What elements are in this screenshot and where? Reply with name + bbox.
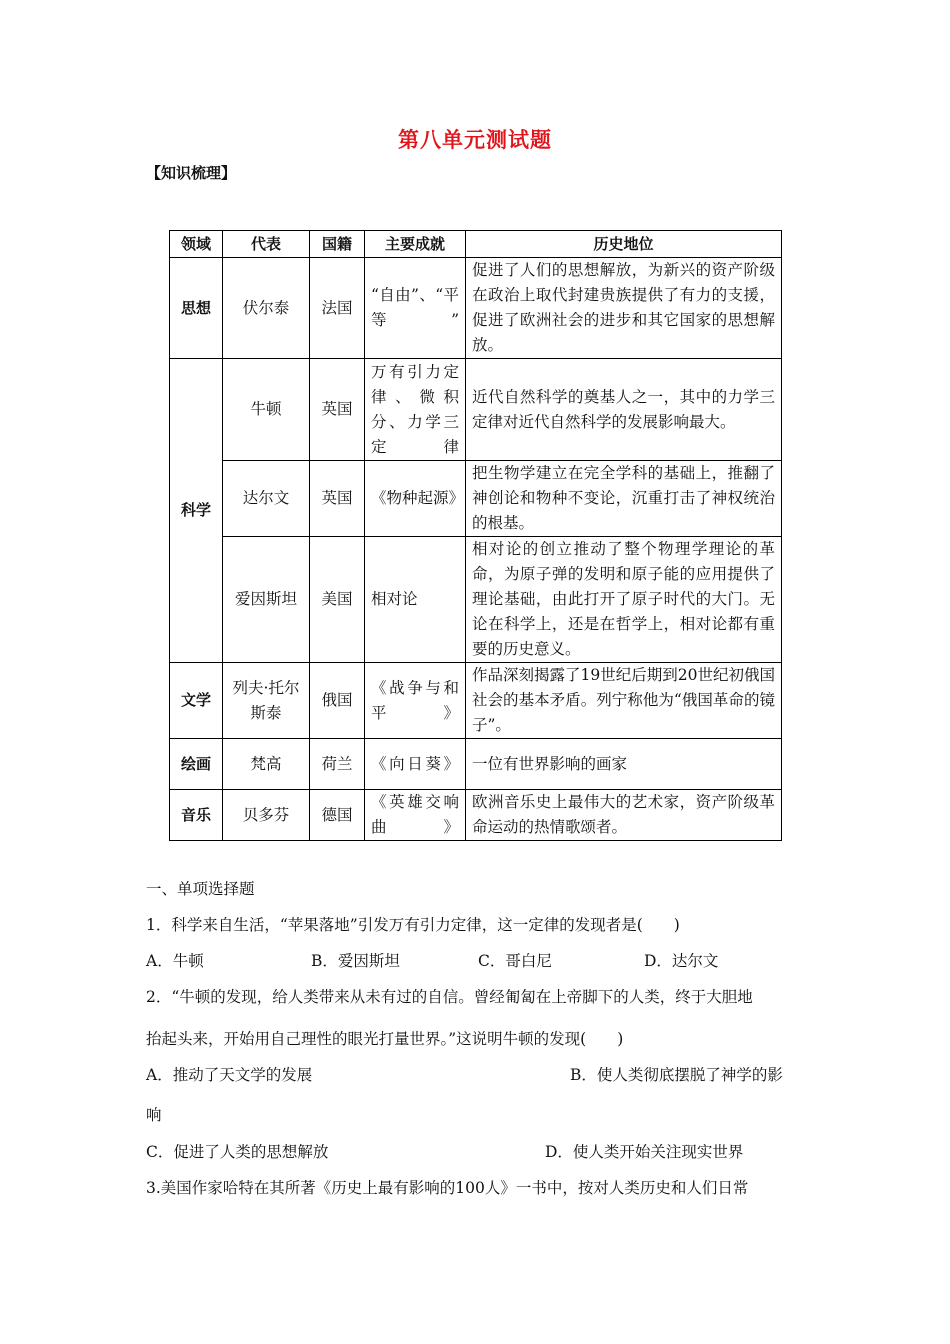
representative-cell: 爱因斯坦 bbox=[223, 537, 310, 663]
achievement-cell: 万有引力定律、微积分、力学三定律 bbox=[365, 359, 466, 461]
field-cell: 音乐 bbox=[170, 790, 223, 841]
question-1-option-b: B．爱因斯坦 bbox=[311, 952, 400, 970]
question-3-stem-line-1: 3.美国作家哈特在其所著《历史上最有影响的100人》一书中，按对人类历史和人们日常 bbox=[146, 1179, 749, 1197]
representative-cell: 伏尔泰 bbox=[223, 258, 310, 359]
section-label-knowledge: 【知识梳理】 bbox=[146, 164, 237, 182]
table-row bbox=[170, 739, 782, 790]
col-header-status: 历史地位 bbox=[466, 231, 782, 258]
status-cell: 把生物学建立在完全学科的基础上，推翻了神创论和物种不变论，沉重打击了神权统治的根基。 bbox=[466, 461, 782, 537]
representative-cell: 梵高 bbox=[223, 739, 310, 790]
col-header-nationality: 国籍 bbox=[310, 231, 365, 258]
table-row bbox=[170, 663, 782, 739]
col-header-achievement: 主要成就 bbox=[365, 231, 466, 258]
question-1-option-c: C．哥白尼 bbox=[478, 952, 552, 970]
status-cell: 相对论的创立推动了整个物理学理论的革命，为原子弹的发明和原子能的应用提供了理论基础，由此打开了原子时代的大门。无论在科学上，还是在哲学上，相对论都有重要的历史意义。 bbox=[466, 537, 782, 663]
achievement-cell: 相对论 bbox=[365, 537, 466, 663]
table-row bbox=[170, 537, 782, 663]
nationality-cell: 法国 bbox=[310, 258, 365, 359]
field-cell: 思想 bbox=[170, 258, 223, 359]
section-heading-single-choice: 一、单项选择题 bbox=[146, 880, 255, 898]
achievement-cell: 《英雄交响曲》 bbox=[365, 790, 466, 841]
question-2-option-a: A．推动了天文学的发展 bbox=[146, 1066, 313, 1084]
representative-cell: 贝多芬 bbox=[223, 790, 310, 841]
table-row bbox=[170, 359, 782, 461]
field-cell: 科学 bbox=[170, 359, 223, 663]
question-2-option-b-wrap: 响 bbox=[146, 1106, 162, 1124]
question-1-option-a: A．牛顿 bbox=[146, 952, 204, 970]
table-header-row bbox=[170, 231, 782, 258]
achievement-cell: “自由”、“平等” bbox=[365, 258, 466, 359]
question-2-stem-line-1: 2．“牛顿的发现，给人类带来从未有过的自信。曾经匍匐在上帝脚下的人类，终于大胆地 bbox=[146, 988, 753, 1006]
achievement-cell: 《向日葵》 bbox=[365, 739, 466, 790]
status-cell: 近代自然科学的奠基人之一，其中的力学三定律对近代自然科学的发展影响最大。 bbox=[466, 359, 782, 461]
field-cell: 文学 bbox=[170, 663, 223, 739]
representative-cell: 达尔文 bbox=[223, 461, 310, 537]
col-header-representative: 代表 bbox=[223, 231, 310, 258]
status-cell: 一位有世界影响的画家 bbox=[466, 739, 782, 790]
question-2-option-c: C．促进了人类的思想解放 bbox=[146, 1143, 329, 1161]
col-header-field: 领域 bbox=[170, 231, 223, 258]
question-1-stem: 1．科学来自生活，“苹果落地”引发万有引力定律，这一定律的发现者是( ) bbox=[146, 916, 680, 934]
nationality-cell: 俄国 bbox=[310, 663, 365, 739]
knowledge-table bbox=[169, 230, 782, 841]
representative-cell: 列夫·托尔斯泰 bbox=[223, 663, 310, 739]
nationality-cell: 英国 bbox=[310, 359, 365, 461]
representative-cell: 牛顿 bbox=[223, 359, 310, 461]
nationality-cell: 美国 bbox=[310, 537, 365, 663]
table-row bbox=[170, 258, 782, 359]
status-cell: 欧洲音乐史上最伟大的艺术家，资产阶级革命运动的热情歌颂者。 bbox=[466, 790, 782, 841]
table-row bbox=[170, 461, 782, 537]
question-2-option-d: D．使人类开始关注现实世界 bbox=[545, 1143, 744, 1161]
achievement-cell: 《战争与和平》 bbox=[365, 663, 466, 739]
question-2-stem-line-2: 抬起头来，开始用自己理性的眼光打量世界。”这说明牛顿的发现( ) bbox=[146, 1030, 624, 1048]
nationality-cell: 荷兰 bbox=[310, 739, 365, 790]
question-2-option-b: B．使人类彻底摆脱了神学的影 bbox=[570, 1066, 783, 1084]
question-1-option-d: D．达尔文 bbox=[644, 952, 719, 970]
nationality-cell: 英国 bbox=[310, 461, 365, 537]
nationality-cell: 德国 bbox=[310, 790, 365, 841]
status-cell: 作品深刻揭露了19世纪后期到20世纪初俄国社会的基本矛盾。列宁称他为“俄国革命的镜子”。 bbox=[466, 663, 782, 739]
page-title: 第八单元测试题 bbox=[398, 128, 552, 152]
table-row bbox=[170, 790, 782, 841]
field-cell: 绘画 bbox=[170, 739, 223, 790]
achievement-cell: 《物种起源》 bbox=[365, 461, 466, 537]
status-cell: 促进了人们的思想解放，为新兴的资产阶级在政治上取代封建贵族提供了有力的支援，促进了欧洲社会的进步和其它国家的思想解放。 bbox=[466, 258, 782, 359]
